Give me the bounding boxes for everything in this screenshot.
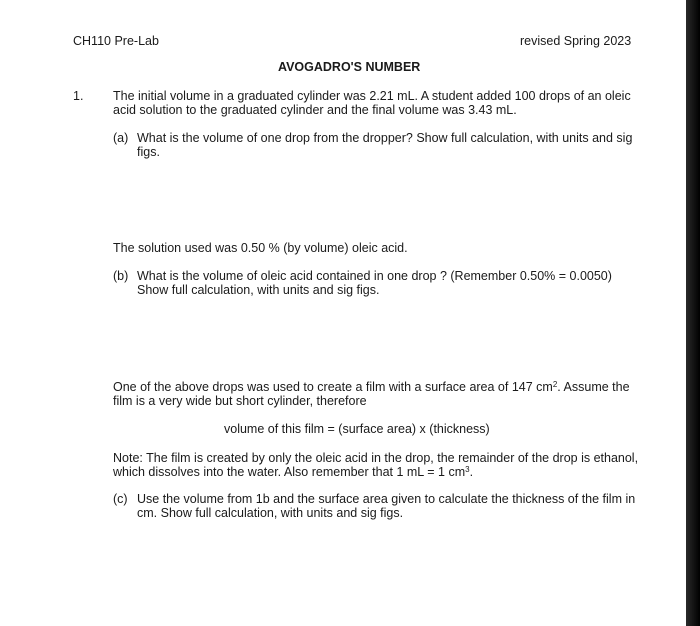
question-intro-line2: acid solution to the graduated cylinder and the final volume was 3.43 mL.	[113, 103, 517, 117]
note-line1: Note: The film is created by only the oleic acid in the drop, the remainder of the drop is ethanol,	[113, 451, 639, 465]
question-intro-line1: The initial volume in a graduated cylinder was 2.21 mL. A student added 100 drops of an oleic	[113, 89, 631, 103]
part-a-label: (a)	[113, 131, 129, 145]
part-a-line1: What is the volume of one drop from the dropper? Show full calculation, with units and sig	[137, 131, 633, 145]
part-b-line1: What is the volume of oleic acid contained in one drop ? (Remember 0.50% = 0.0050)	[137, 269, 612, 283]
page-edge	[686, 0, 700, 626]
part-b-label: (b)	[113, 269, 129, 283]
part-b-line2: Show full calculation, with units and sig figs.	[137, 283, 380, 297]
film-exponent: 2	[552, 380, 558, 389]
part-c-line2: cm. Show full calculation, with units and sig figs.	[137, 506, 404, 520]
note-line2-main: which dissolves into the water. Also remember that 1 mL = 1 cm	[113, 465, 466, 479]
header-revision: revised Spring 2023	[520, 34, 632, 48]
part-a-line2: figs.	[137, 145, 160, 159]
solution-text: The solution used was 0.50 % (by volume) oleic acid.	[113, 241, 408, 255]
page-title: AVOGADRO'S NUMBER	[278, 60, 421, 74]
film-text-line2: film is a very wide but short cylinder, therefore	[113, 394, 367, 408]
header-course: CH110 Pre-Lab	[73, 34, 159, 48]
film-text-line1-main: One of the above drops was used to create a film with a surface area of 147 cm	[113, 380, 553, 394]
part-c-label: (c)	[113, 492, 128, 506]
note-line2	[113, 465, 473, 479]
film-text-line1-end: . Assume the	[557, 380, 630, 394]
note-line2-end: .	[469, 465, 474, 479]
film-formula: volume of this film = (surface area) x (thickness)	[224, 422, 490, 436]
film-text-line1	[113, 380, 630, 394]
note-exponent: 3	[465, 465, 470, 474]
question-number: 1.	[73, 89, 84, 103]
part-c-line1: Use the volume from 1b and the surface area given to calculate the thickness of the film in	[137, 492, 636, 506]
